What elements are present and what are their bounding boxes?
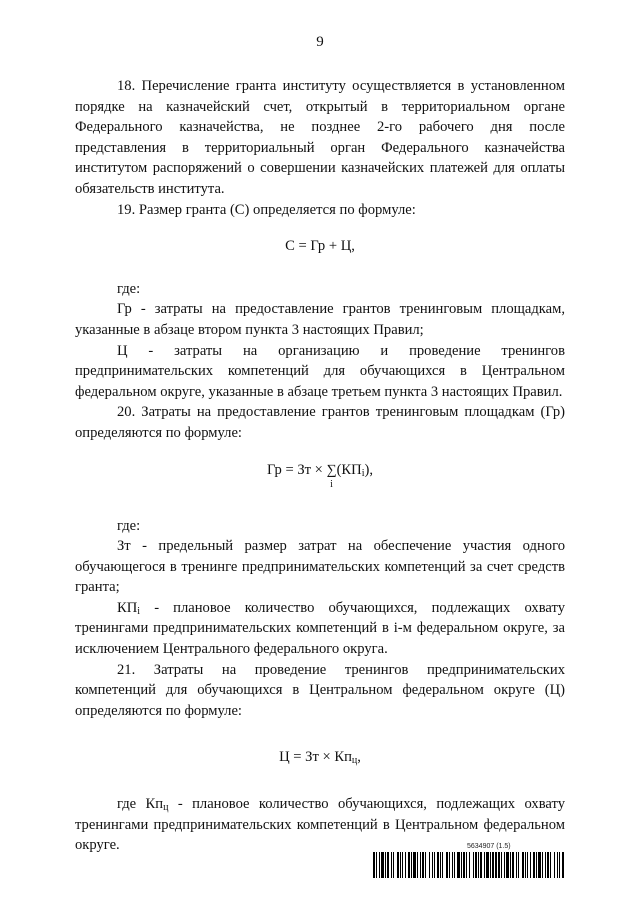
barcode-bar <box>449 852 450 878</box>
barcode-bar <box>434 852 435 878</box>
barcode-bar <box>473 852 474 878</box>
barcode-bar <box>492 852 494 878</box>
barcode-bar <box>391 852 392 878</box>
document-body <box>75 76 565 856</box>
definition-gr: Гр - затраты на предоставление грантов тренинговым площадкам, указанные в абзаце втором пункта 3 настоящих Правил; <box>75 301 565 338</box>
barcode-bar <box>501 852 502 878</box>
barcode-bar <box>413 852 416 878</box>
formula-gr-left: Гр = Зт × <box>267 461 323 478</box>
barcode-bar <box>393 852 394 878</box>
kpc-prefix: где Кп <box>117 796 164 813</box>
barcode-bar <box>478 852 479 878</box>
barcode-bar <box>504 852 505 878</box>
kpi-definition-text: - плановое количество обучающихся, подлежащих охвату тренингами предпринимательских компетенций в i-м федеральном округе, за исключением Центрального федерального округа. <box>75 599 565 658</box>
definition-zt: Зт - предельный размер затрат на обеспечение участия одного обучающегося в тренинге предпринимательских компетенций за счет средств гранта; <box>75 538 565 596</box>
barcode-bar <box>506 852 509 878</box>
barcode-bar <box>518 852 519 878</box>
barcode-bar <box>484 852 485 878</box>
formula-c-sub: ц <box>351 755 358 767</box>
barcode-bar <box>402 852 403 878</box>
barcode-bar <box>429 852 430 878</box>
barcode-bar <box>420 852 421 878</box>
barcode-bar <box>562 852 564 878</box>
barcode-bar <box>457 852 460 878</box>
barcode-bar <box>463 852 465 878</box>
barcode-bar <box>490 852 491 878</box>
formula-c-left: Ц = Зт × Кп <box>279 749 352 766</box>
barcode-bar <box>536 852 537 878</box>
barcode-bar <box>516 852 517 878</box>
formula-c-end: , <box>357 749 361 766</box>
paragraph-21: 21. Затраты на проведение тренингов предпринимательских компетенций для обучающихся в Центральном федеральном округе (Ц) определяются по формуле: <box>75 661 565 719</box>
barcode-bar <box>400 852 401 878</box>
barcode-bar <box>417 852 418 878</box>
kpc-definition-text: - плановое количество обучающихся, подлежащих охвату тренингами предпринимательских компетенций в Центральном федеральном округе. <box>75 796 565 854</box>
sigma-index: i <box>330 478 333 490</box>
sigma-glyph: ∑ <box>326 462 337 478</box>
kpc-subscript: ц <box>163 802 169 814</box>
barcode-bar <box>512 852 514 878</box>
barcode-bar <box>480 852 482 878</box>
barcode-bar <box>466 852 467 878</box>
barcode-bar <box>495 852 497 878</box>
formula-gr-right-sub: i <box>361 467 365 479</box>
barcode-bar <box>461 852 462 878</box>
barcode-bar <box>452 852 453 878</box>
formula-c <box>75 747 565 768</box>
barcode-bar <box>376 852 377 878</box>
paragraph-18: 18. Перечисление гранта институту осуществляется в установленном порядке на казначейский счет, открытый в территориальном органе Федерального казначейства, не позднее 2-го рабочего дня после представления в территориальный орган Федерального казначейства институтом распоряжений о совершении казначейских платежей для оплаты обязательств института. <box>75 78 565 197</box>
barcode-bar <box>538 852 541 878</box>
definition-kpi <box>75 598 565 660</box>
where-label-1: где: <box>117 280 141 297</box>
definition-c: Ц - затраты на организацию и проведение тренингов предпринимательских компетенций для обучающихся в Центральном федеральном округе, указанные в абзаце третьем пункта 3 настоящих Правил. <box>75 342 565 400</box>
barcode-bar <box>379 852 380 878</box>
barcode-bar <box>530 852 531 878</box>
barcode-bar <box>387 852 389 878</box>
barcode-bar <box>557 852 558 878</box>
barcode-bar <box>422 852 424 878</box>
barcode-bar <box>373 852 375 878</box>
barcode-bar <box>385 852 386 878</box>
paragraph-19: 19. Размер гранта (C) определяется по формуле: <box>117 201 416 218</box>
formula-gr-right-close: ), <box>364 461 373 478</box>
barcode-bar <box>425 852 426 878</box>
formula-gr-right-open: (КП <box>336 461 362 478</box>
barcode-bar <box>554 852 555 878</box>
barcode-bar <box>469 852 470 878</box>
barcode-bar <box>559 852 560 878</box>
document-code: 5634907 (1.5) <box>467 843 511 850</box>
barcode-bar <box>411 852 412 878</box>
kpi-subscript: i <box>137 605 141 617</box>
barcode-bar <box>486 852 489 878</box>
barcode-bar <box>545 852 546 878</box>
barcode-bar <box>527 852 528 878</box>
barcode-bar <box>550 852 551 878</box>
barcode-bar <box>498 852 500 878</box>
kpi-symbol: КП <box>117 599 138 616</box>
barcode-bar <box>437 852 439 878</box>
barcode-bar <box>533 852 535 878</box>
barcode-bar <box>442 852 443 878</box>
paragraph-20: 20. Затраты на предоставление грантов тренинговым площадкам (Гр) определяются по формуле: <box>75 404 565 441</box>
barcode-bar <box>381 852 384 878</box>
barcode-bar <box>542 852 543 878</box>
barcode-image <box>373 852 565 878</box>
barcode-bar <box>547 852 549 878</box>
barcode-bar <box>510 852 511 878</box>
sum-symbol <box>327 464 337 490</box>
formula-gr <box>75 460 565 490</box>
barcode-bar <box>454 852 455 878</box>
barcode-bar <box>432 852 433 878</box>
where-label-2: где: <box>117 517 141 534</box>
barcode-bar <box>397 852 399 878</box>
barcode-bar <box>475 852 477 878</box>
page-number: 9 <box>316 34 324 50</box>
barcode-bar <box>522 852 524 878</box>
barcode-bar <box>405 852 406 878</box>
formula-grant-size: C = Гр + Ц, <box>285 238 355 255</box>
barcode-bar <box>408 852 410 878</box>
barcode-bar <box>440 852 441 878</box>
barcode-bar <box>446 852 448 878</box>
barcode-bar <box>525 852 526 878</box>
